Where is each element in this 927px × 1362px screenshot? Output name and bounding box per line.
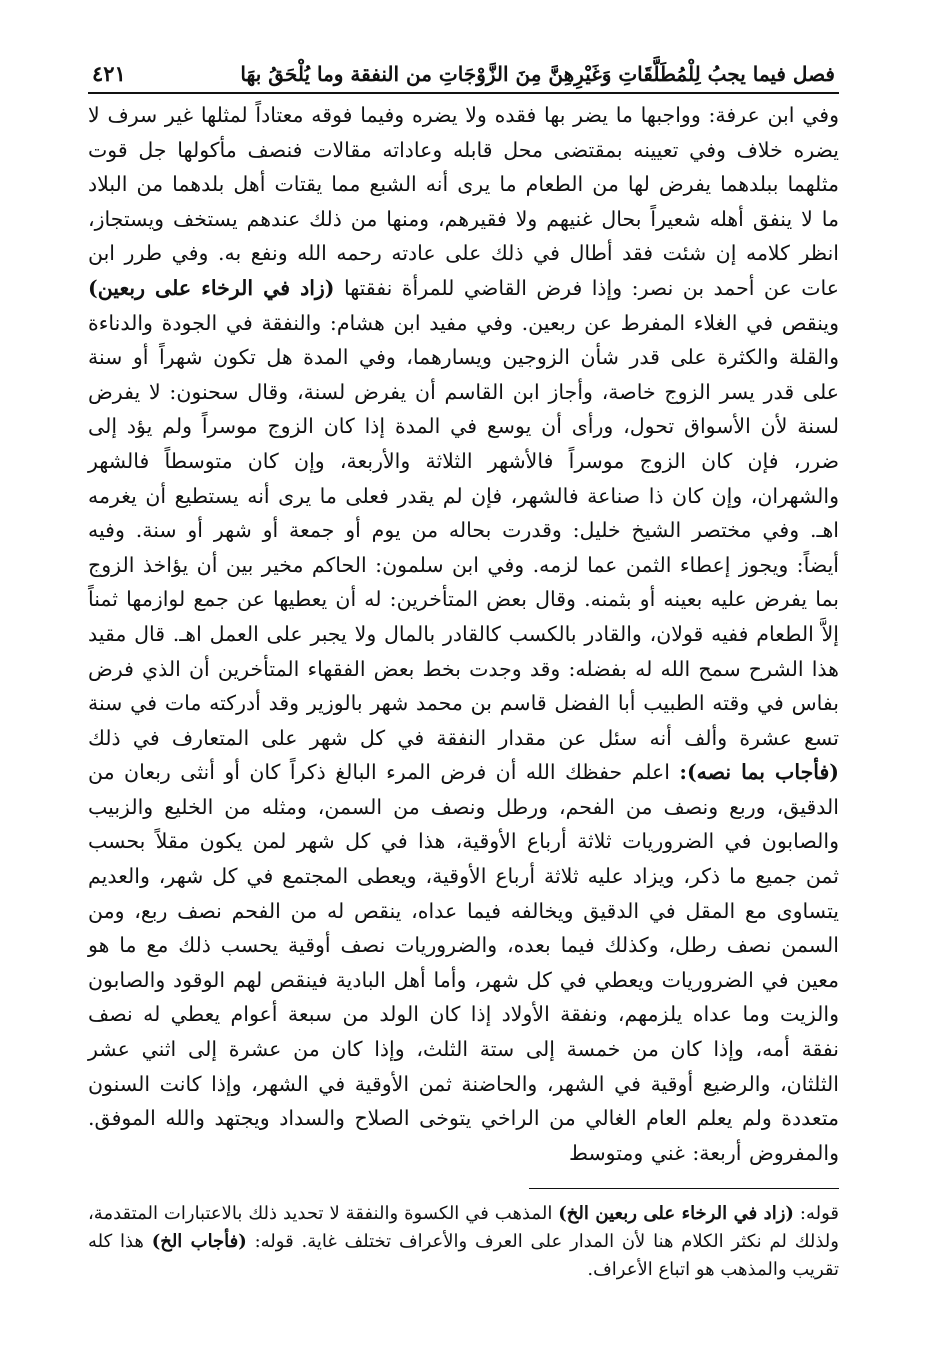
header-title: فصل فيما يجبُ لِلْمُطَلَّقَاتِ وَغَيْرِهِنَّ مِنَ الزَّوْجَاتِ من النفقة وما يُلْحَقُ بهَا bbox=[240, 62, 835, 86]
footnote-quote: (فأجاب الخ) bbox=[151, 1231, 247, 1252]
footnote-label: قوله: bbox=[254, 1231, 294, 1252]
text-run: وفي ابن عرفة: وواجبها ما يضر بها فقده ولا يضره وفيما فوقه معتاداً لمثلها غير سرف لا يضره خلاف وفي تعيينه بمقتضى محل قابله وعاداته مقالات فنصف مأكولها جل قوت مثلهما ببلدهما يفرض لها من الطعام ما يرى أنه الشبع مما يقتات أهل بلدهما من البلاد ما لا ينفق أهله شعيراً بحال غنيهم ولا فقيرهم، ومنها من ذلك عندهم يستخف ويستجاز، انظر كلامه إن شئت فقد أطال في ذلك على عادته رحمه الله ونفع به. وفي طرر ابن عات عن أحمد بن نصر: وإذا فرض القاضي للمرأة نفقتها bbox=[88, 103, 839, 300]
running-header bbox=[88, 52, 839, 94]
footnote-quote: (زاد في الرخاء على ربعين الخ) bbox=[558, 1203, 794, 1224]
quoted-matn-1: (زاد في الرخاء على ربعين) bbox=[88, 275, 335, 300]
footnote-text: المذهب في الكسوة والنفقة لا تحديد ذلك بالاعتبارات المتقدمة، ولذلك لم نكثر الكلام هنا لأن المدار على العرف والأعراف تختلف غاية. bbox=[88, 1203, 839, 1252]
footnote bbox=[88, 1200, 839, 1284]
footnote-text: هذا كله تقريب والمذهب هو اتباع الأعراف. bbox=[88, 1231, 839, 1280]
main-paragraph bbox=[88, 98, 839, 1170]
page-number: ٤٢١ bbox=[92, 60, 126, 86]
main-text bbox=[88, 98, 839, 1170]
footnote-divider bbox=[529, 1188, 839, 1189]
text-run: وينقص في الغلاء المفرط عن ربعين. وفي مفيد ابن هشام: والنفقة في الجودة والدناءة والقلة والكثرة على قدر شأن الزوجين ويسارهما، وفي المدة هل تكون شهراً أو سنة على قدر يسر الزوج خاصة، وأجاز ابن القاسم أن يفرض لسنة، وقال سحنون: لا يفرض لسنة لأن الأسواق تحول، ورأى أن يوسع في المدة إذا كان الزوج موسراً ولم يؤد إلى ضرر، فإن كان الزوج موسراً فالأشهر الثلاثة والأربعة، وإن كان متوسطاً فالشهر والشهران، وإن كان ذا صناعة فالشهر، فإن لم يقدر فعلى ما يرى أنه يستطيع أن يغرمه اهـ. وفي مختصر الشيخ خليل: وقدرت بحاله من يوم أو جمعة أو شهر أو سنة. وفيه أيضاً: ويجوز إعطاء الثمن عما لزمه. وفي ابن سلمون: الحاكم مخير بين أن يؤاخذ الزوج بما يفرض عليه بعينه أو بثمنه. وقال بعض المتأخرين: له أن يعطيها عن جمع لوازمها ثمناً إلاَّ الطعام ففيه قولان، والقادر بالكسب كالقادر بالمال ولا يجبر على العمل اهـ. قال مقيد هذا الشرح سمح الله له بفضله: وقد وجدت بخط بعض الفقهاء المتأخرين أن الذي فرض بفاس في وقته الطبيب أبا الفضل قاسم بن محمد شهر بالوزير وقد أدركته مات في سنة تسع عشرة وألف أنه سئل عن مقدار النفقة في كل شهر على المتعارف في ذلك bbox=[88, 310, 839, 750]
footnote-label: قوله: bbox=[799, 1203, 839, 1224]
quoted-answer: (فأجاب بما نصه): bbox=[679, 760, 839, 785]
footnotes bbox=[88, 1200, 839, 1284]
text-run: اعلم حفظك الله أن فرض المرء البالغ ذكراً كان أو أنثى ربعان من الدقيق، وربع ونصف من الفحم، ورطل ونصف من السمن، ومثله من الخليع والزبيب والصابون في الضروريات ثلاثة أرباع الأوقية، هذا في كل شهر لمن يكون مقلاً بحسب ثمن جميع ما ذكر، ويزاد عليه ثلاثة أرباع الأوقية، ويعطى المجتمع في كل شهر، والعديم يتساوى مع المقل في الدقيق ويخالفه فيما عداه، ينقص له من الفحم نصف ربع، ومن السمن نصف رطل، وكذلك فيما بعده، والضروريات نصف أوقية يحسب ذلك مع ما هو معين في الضروريات ويعطي في كل شهر، وأما أهل البادية فينقص لهم الوقود والصابون والزيت وما عداه يلزمهم، ونفقة الأولاد إذا كان الولد من سبعة أعوام يعطي له نصف نفقة أمه، وإذا كان من خمسة إلى ستة الثلث، وإذا كان من عشرة إلى اثني عشر الثلثان، والرضيع أوقية في الشهر، والحاضنة ثمن الأوقية في الشهر، وإذا كانت السنون متعددة ولم يعلم العام الغالي من الراخي يتوخى الصلاح والسداد ويجتهد والله الموفق. والمفروض أربعة: غني ومتوسط bbox=[88, 760, 839, 1165]
